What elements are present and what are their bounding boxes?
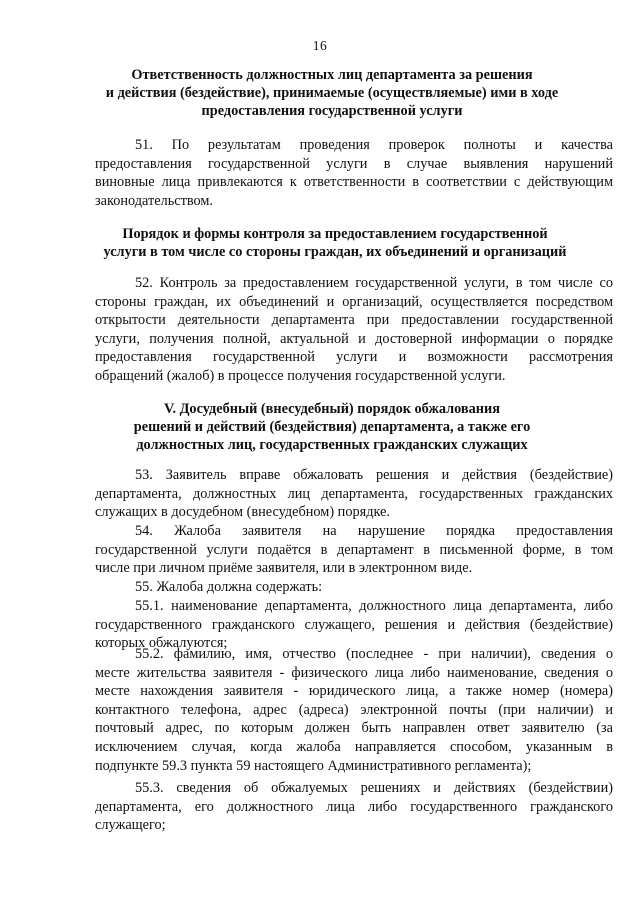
text-line: подпункте 59.3 пункта 59 настоящего Административного регламента); [95,757,532,774]
text-line: предоставления государственной услуги в случае выявления нарушений [95,155,613,172]
text-line: 53. Заявитель вправе обжаловать решения и действия (бездействие) [135,467,613,483]
heading-line: V. Досудебный (внесудебный) порядок обжалования [163,401,501,417]
section-heading-control [80,225,590,261]
text-line: контактного телефона, адрес (адреса) электронной почты (при наличии) и [95,701,613,718]
text-line: служащего; [95,817,166,834]
paragraph-54 [95,522,613,578]
heading-line: решений и действий (бездействия) департамента, а также его [133,419,531,435]
section-heading-appeal [92,400,572,454]
text-line: 54. Жалоба заявителя на нарушение порядка предоставления [135,523,613,539]
text-line: 55.2. фамилию, имя, отчество (последнее - при наличии), сведения о [135,646,613,662]
text-line: исключением случая, когда жалоба направляется способом, указанным в [95,738,613,755]
text-line: которых обжалуются; [95,635,228,652]
text-line: государственной услуги подаётся в департамент в письменной форме, в том [95,541,613,558]
text-line: предоставления государственной услуги и возможности рассмотрения [95,349,613,366]
text-line: государственного гражданского служащего, решения и действия (бездействие) [95,616,613,633]
text-line: стороны граждан, их объединений и организаций, осуществляется посредством [95,293,613,310]
paragraph-55-2 [95,645,613,775]
heading-line: и действия (бездействие), принимаемые (осуществляемые) ими в ходе [105,85,559,101]
text-line: служащих в досудебном (внесудебном) порядке. [95,504,390,521]
text-line: открытости деятельности департамента при предоставлении государственной [95,312,613,329]
text-line: 55. Жалоба должна содержать: [135,579,323,595]
text-line: законодательством. [95,192,213,209]
heading-line: Порядок и формы контроля за предоставлением государственной [122,226,548,242]
text-line: 55.1. наименование департамента, должностного лица департамента, либо [135,598,613,614]
paragraph-52 [95,274,613,386]
text-line: месте жительства заявителя - физического лица либо наименование, сведения о [95,664,613,681]
text-line: департамента, должностных лиц департамента, государственных гражданских [95,485,613,502]
paragraph-53 [95,466,613,522]
text-line: числе при личном приёме заявителя, или в электронном виде. [95,560,473,577]
text-line: услуги, получения полной, актуальной и достоверной информации о порядке [95,330,613,347]
text-line: виновные лица привлекаются к ответственности в соответствии с действующим [95,174,613,191]
heading-line: услуги в том числе со стороны граждан, их объединений и организаций [103,244,567,260]
text-line: почтовый адрес, по которым должен быть направлен ответ заявителю (за [95,720,613,737]
heading-line: Ответственность должностных лиц департамента за решения [131,67,533,83]
section-heading-responsibility [92,66,572,120]
text-line: департамента, его должностного лица либо государственного гражданского [95,798,613,815]
paragraph-55-3 [95,779,613,835]
page-number: 16 [312,38,328,53]
text-line: месте нахождения заявителя - юридического лица, а также номер (номера) [95,683,613,700]
paragraph-51 [95,136,613,210]
text-line: 52. Контроль за предоставлением государственной услуги, в том числе со [135,275,613,291]
heading-line: должностных лиц, государственных гражданских служащих [136,437,528,453]
text-line: 55.3. сведения об обжалуемых решениях и действиях (бездействии) [135,780,613,796]
paragraph-55 [95,578,613,597]
heading-line: предоставления государственной услуги [201,103,463,119]
text-line: обращений (жалоб) в процессе получения государственной услуги. [95,367,506,384]
text-line: 51. По результатам проведения проверок полноты и качества [135,137,613,153]
